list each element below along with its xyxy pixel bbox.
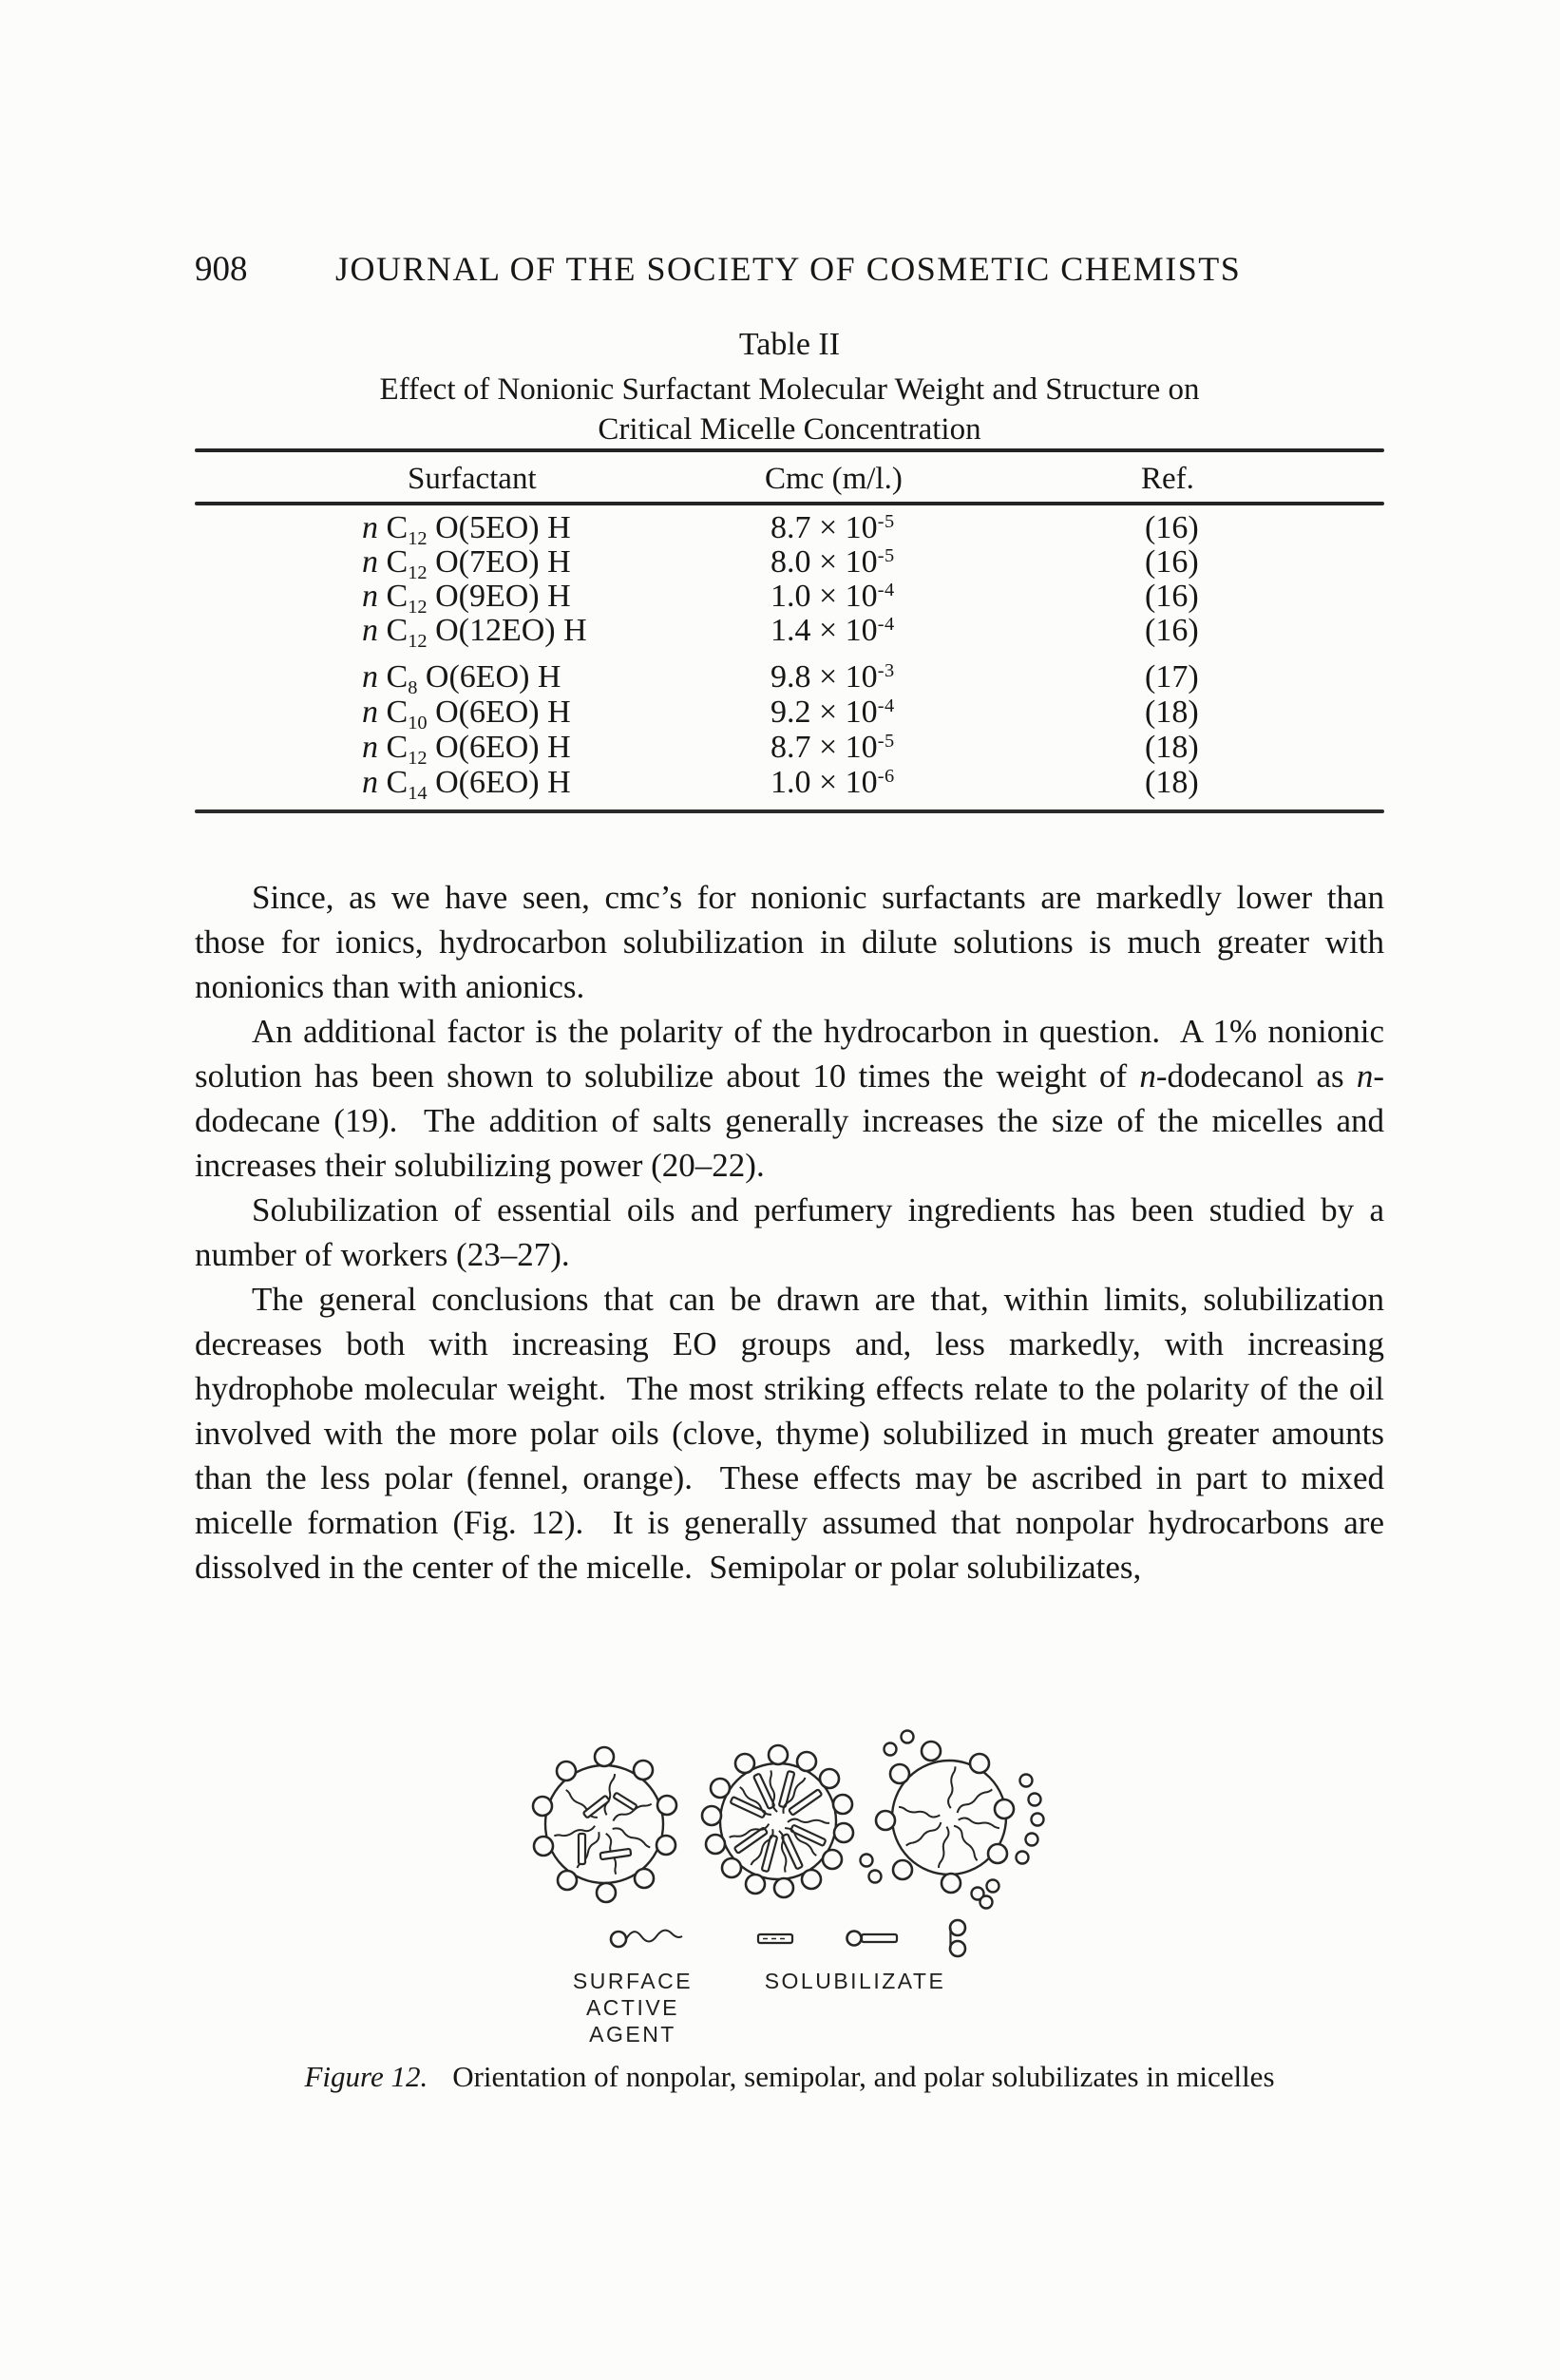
table-subtitle-line2: Critical Micelle Concentration <box>598 412 981 447</box>
column-header-ref: Ref. <box>1141 462 1194 496</box>
table-row <box>195 579 1384 619</box>
table-2 <box>195 323 1384 817</box>
solubilizate-double-circle-icon <box>950 1920 965 1956</box>
cell-surfactant: n $C_{12}$ O(6EO) H <box>362 730 571 770</box>
cell-ref: (18) <box>1145 695 1199 730</box>
table-row <box>195 510 1384 550</box>
page-number: 908 <box>195 250 248 289</box>
paragraph: Since, as we have seen, cmc’s for nonionic surfactants are markedly lower than those for ionics, hydrocarbon solubilization in dilute solutions is much greater with nonionics than with anionics. <box>195 879 1384 1005</box>
cell-ref: (18) <box>1145 730 1199 765</box>
table-title: Table II <box>738 327 841 362</box>
surface-active-agent-label-line1: SURFACE <box>572 1969 694 1993</box>
cell-ref: (17) <box>1145 659 1199 695</box>
column-header-surfactant: Surfactant <box>408 462 537 496</box>
table-subtitle-line1: Effect of Nonionic Surfactant Molecular Weight and Structure on <box>379 372 1200 407</box>
solubilizate-flat-rod-icon <box>758 1934 792 1943</box>
table-row <box>195 659 1384 699</box>
paragraph: An additional factor is the polarity of the hydrocarbon in question. A 1% nonionic solution has been shown to solubilize about 10 times the weight of n-dodecanol as n-dodecane (19). The addition of salts generally increases the size of the micelles and increases their solubilizing power (20–22). <box>195 1013 1385 1184</box>
table-row <box>195 613 1384 653</box>
cell-surfactant: n $C_{12}$ O(7EO) H <box>362 544 571 584</box>
surface-active-agent-label-line2: ACTIVE <box>585 1995 680 2020</box>
micelle-polar <box>861 1731 1044 1909</box>
cell-cmc: $9.2 \times 10^{-4}$ <box>770 695 895 730</box>
cell-cmc: $8.7 \times 10^{-5}$ <box>770 730 895 765</box>
table-top-rule <box>195 448 1384 452</box>
cell-surfactant: n $C_{14}$ O(6EO) H <box>362 765 571 805</box>
cell-ref: (16) <box>1145 613 1199 648</box>
cell-ref: (16) <box>1145 544 1199 580</box>
cell-cmc: $1.4 \times 10^{-4}$ <box>770 613 895 648</box>
cell-cmc: $8.7 \times 10^{-5}$ <box>770 510 895 545</box>
micelle-figure <box>456 1722 1121 2064</box>
table-row <box>195 695 1384 734</box>
figure-caption <box>195 2060 1384 2094</box>
micelle-semipolar <box>702 1745 853 1897</box>
cell-surfactant: n $C_{10}$ O(6EO) H <box>362 695 571 734</box>
cell-ref: (18) <box>1145 765 1199 800</box>
cell-ref: (16) <box>1145 579 1199 614</box>
cell-cmc: $1.0 \times 10^{-6}$ <box>770 765 895 800</box>
paragraph: The general conclusions that can be drawn are that, within limits, solubilization decreases both with increasing EO groups and, less markedly, with increasing hydrophobe molecular weight. The most striking effects relate to the polarity of the oil involved with the more polar oils (clove, thyme) solubilized in much greater amounts than the less polar (fennel, orange). These effects may be ascribed in part to mixed micelle formation (Fig. 12). It is generally assumed that nonpolar hydrocarbons are dissolved in the center of the micelle. Semipolar or polar solubilizates, <box>195 1281 1384 1586</box>
cell-cmc: $9.8 \times 10^{-3}$ <box>770 659 895 695</box>
micelle-nonpolar <box>533 1747 676 1902</box>
figure-caption-number: Figure 12. <box>304 2060 428 2093</box>
figure-caption-text: Orientation of nonpolar, semipolar, and polar solubilizates in micelles <box>452 2060 1275 2093</box>
cell-cmc: $8.0 \times 10^{-5}$ <box>770 544 895 580</box>
table-row <box>195 544 1384 584</box>
solubilizate-head-rod-icon <box>847 1932 898 1946</box>
cell-surfactant: n $C_{12}$ O(5EO) H <box>362 510 571 550</box>
paragraph: Solubilization of essential oils and perfumery ingredients has been studied by a number of workers (23–27). <box>195 1191 1384 1273</box>
surfactant-symbol-icon <box>611 1931 682 1947</box>
cell-surfactant: n $C_8$ O(6EO) H <box>362 659 561 699</box>
journal-title: JOURNAL OF THE SOCIETY OF COSMETIC CHEMISTS <box>335 250 1242 288</box>
body-text <box>195 875 1384 1590</box>
surface-active-agent-label-line3: AGENT <box>589 2022 676 2047</box>
column-header-cmc: Cmc (m/l.) <box>765 462 903 496</box>
table-header-rule <box>195 502 1384 505</box>
table-row <box>195 730 1384 770</box>
cell-ref: (16) <box>1145 510 1199 545</box>
cell-cmc: $1.0 \times 10^{-4}$ <box>770 579 895 614</box>
table-bottom-rule <box>195 809 1384 813</box>
cell-surfactant: n $C_{12}$ O(9EO) H <box>362 579 571 619</box>
solubilizate-label: SOLUBILIZATE <box>764 1969 946 1993</box>
table-row <box>195 765 1384 805</box>
cell-surfactant: n $C_{12}$ O(12EO) H <box>362 613 587 653</box>
